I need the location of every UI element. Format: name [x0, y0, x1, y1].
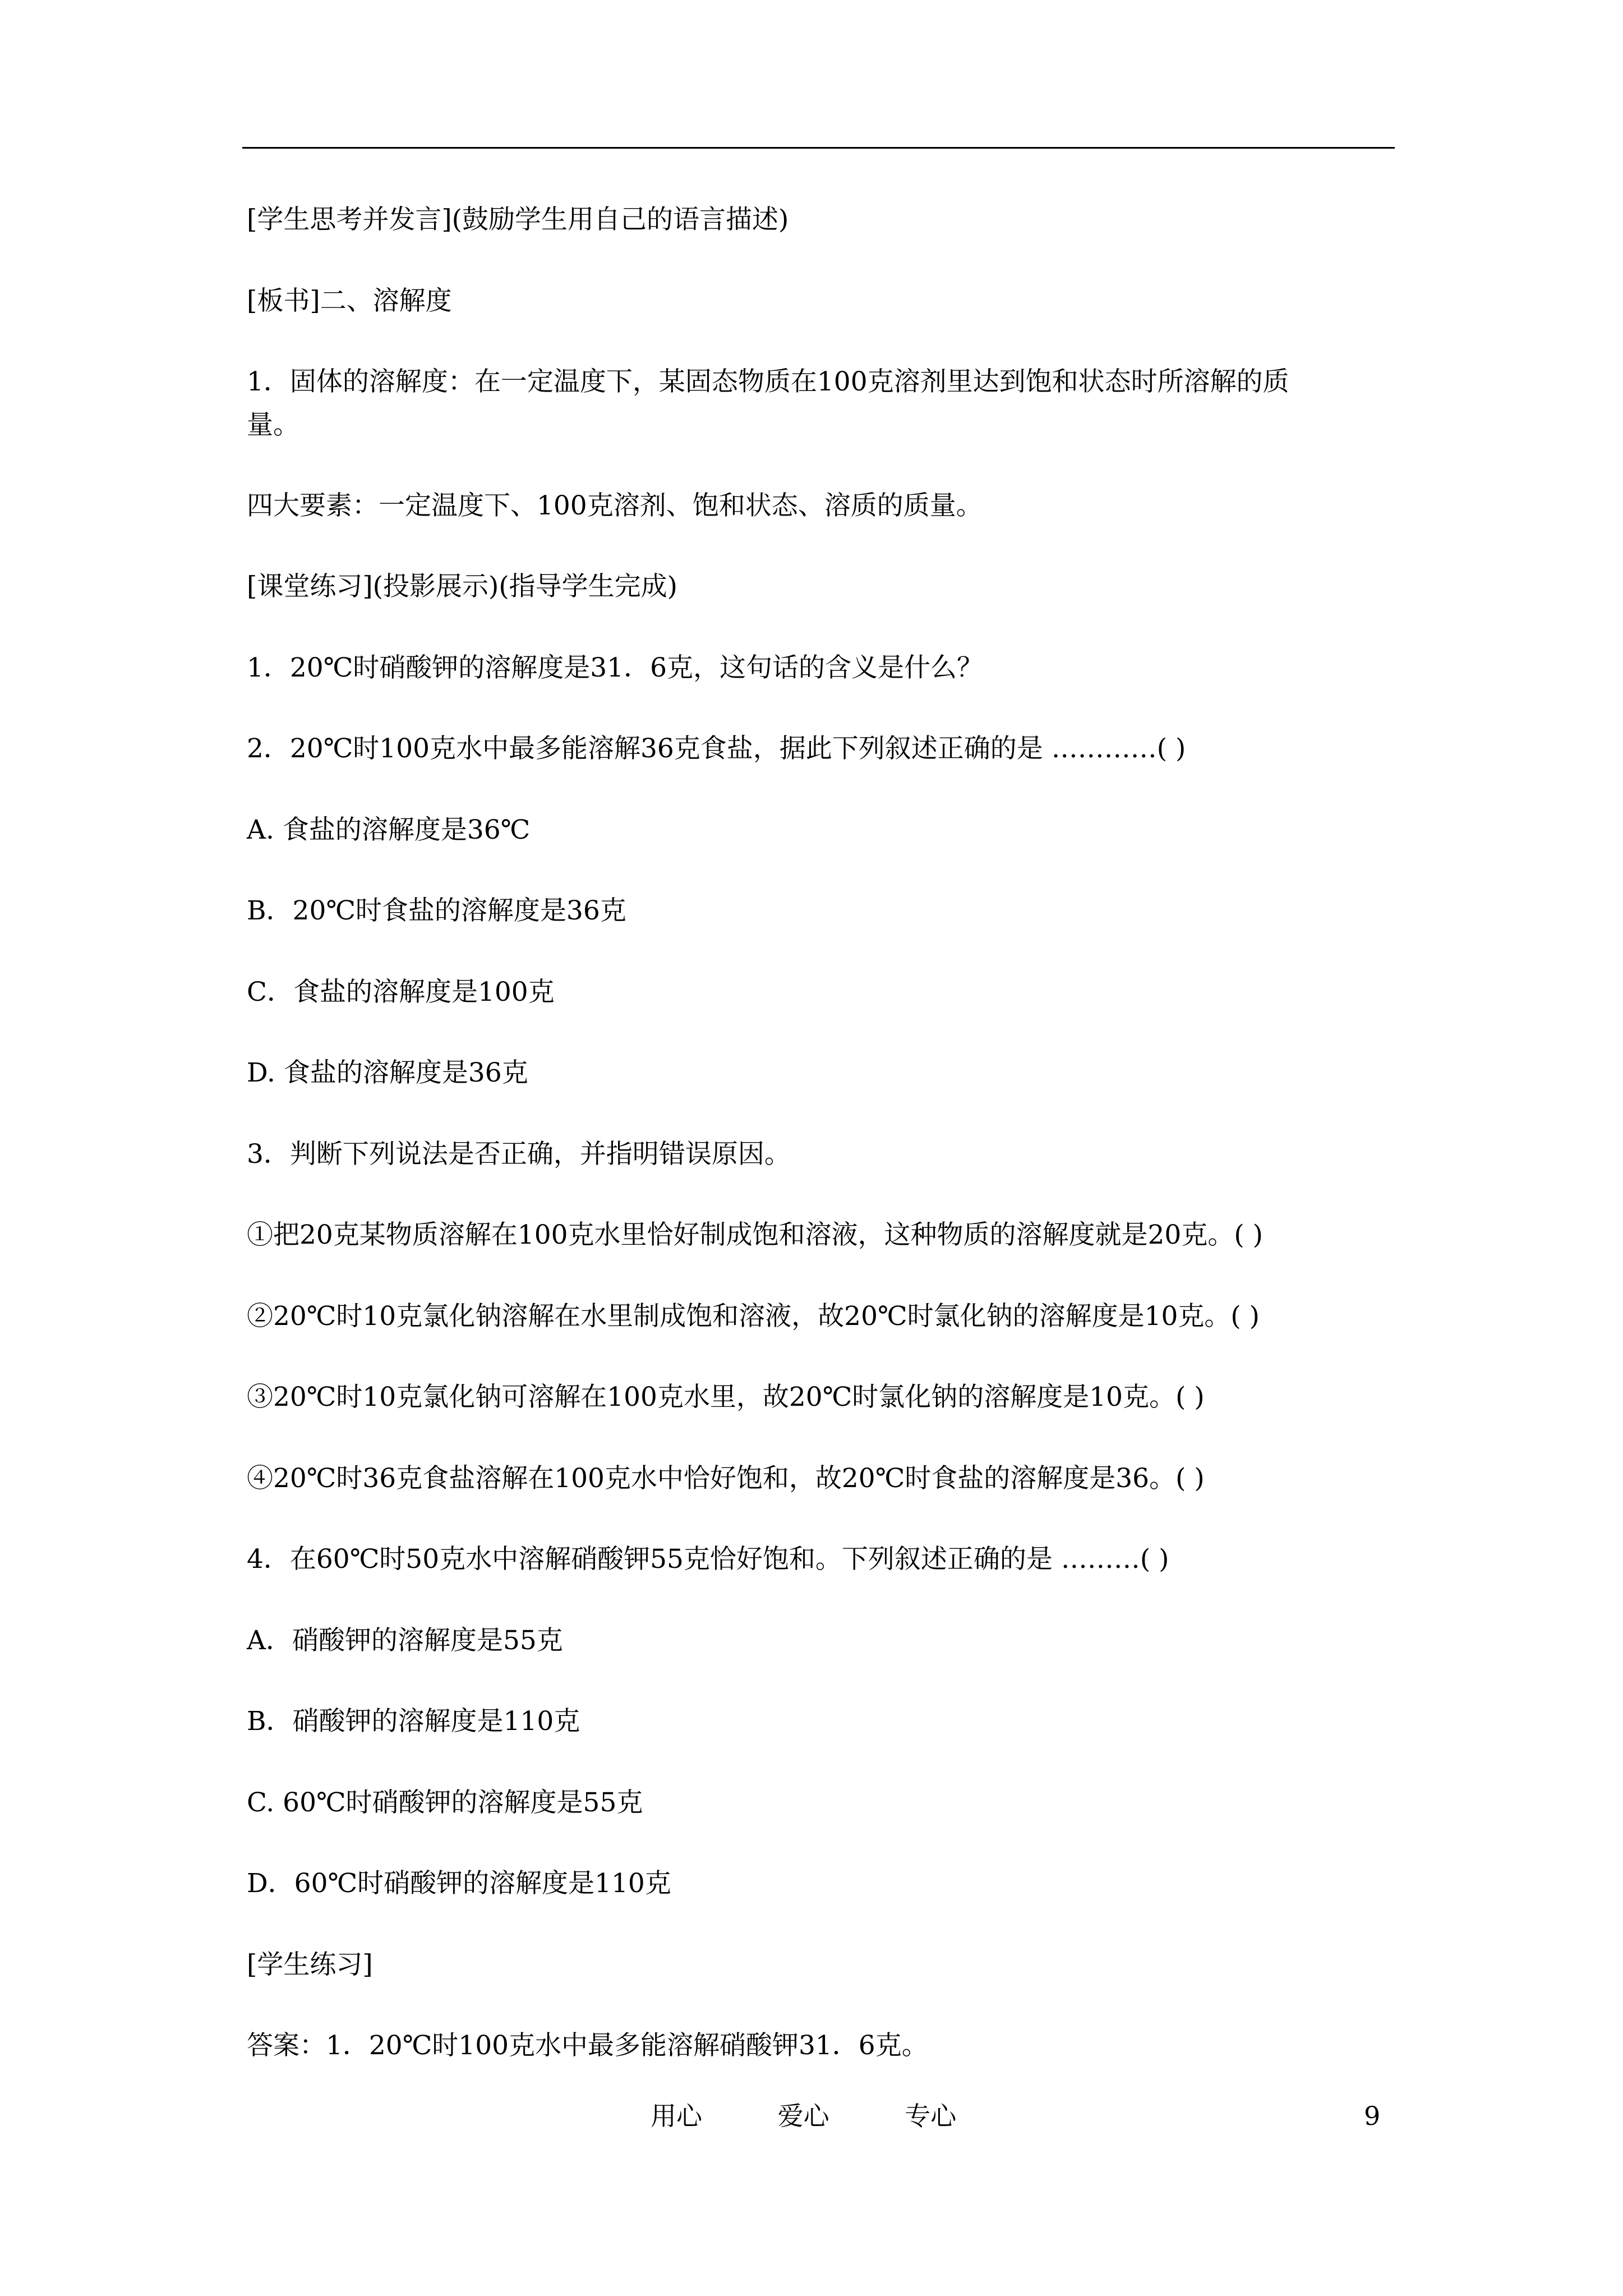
question-3-statement-4: ④20℃时36克食盐溶解在100克水中恰好饱和，故20℃时食盐的溶解度是36。( ): [247, 1463, 1205, 1494]
question-4-option-c: C. 60℃时硝酸钾的溶解度是55克: [247, 1787, 643, 1818]
student-discussion-line: [学生思考并发言](鼓励学生用自己的语言描述): [247, 204, 789, 235]
page-number: 9: [1364, 2101, 1381, 2131]
question-2-option-b: B．20℃时食盐的溶解度是36克: [247, 895, 626, 926]
question-1: 1．20℃时硝酸钾的溶解度是31．6克，这句话的含义是什么？: [247, 652, 983, 683]
question-4-option-a: A．硝酸钾的溶解度是55克: [247, 1625, 563, 1656]
footer-slogan-word: 专心: [905, 2101, 957, 2131]
solid-solubility-definition: 1．固体的溶解度：在一定温度下，某固态物质在100克溶剂里达到饱和状态时所溶解的质: [247, 366, 1289, 397]
question-2: 2．20℃时100克水中最多能溶解36克食盐，据此下列叙述正确的是 …………( ): [247, 733, 1186, 764]
footer-slogan-word: 用心: [651, 2101, 702, 2131]
answer-line: 答案：1．20℃时100克水中最多能溶解硝酸钾31．6克。: [247, 2030, 928, 2061]
question-3-statement-1: ①把20克某物质溶解在100克水里恰好制成饱和溶液，这种物质的溶解度就是20克。( ): [247, 1220, 1263, 1250]
question-2-option-c: C．食盐的溶解度是100克: [247, 977, 555, 1007]
solid-solubility-definition-cont: 量。: [247, 409, 299, 440]
footer-slogan: [651, 2099, 956, 2133]
header-rule: [242, 147, 1395, 149]
question-4: 4．在60℃时50克水中溶解硝酸钾55克恰好饱和。下列叙述正确的是 ………( ): [247, 1544, 1169, 1575]
student-practice-heading: [学生练习]: [247, 1949, 373, 1980]
question-4-option-d: D．60℃时硝酸钾的溶解度是110克: [247, 1868, 671, 1899]
question-2-option-d: D. 食盐的溶解度是36克: [247, 1057, 528, 1088]
class-exercise-heading: [课堂练习](投影展示)(指导学生完成): [247, 571, 678, 602]
question-2-option-a: A. 食盐的溶解度是36℃: [247, 815, 531, 845]
question-4-option-b: B．硝酸钾的溶解度是110克: [247, 1706, 580, 1737]
four-elements-line: 四大要素：一定温度下、100克溶剂、饱和状态、溶质的质量。: [247, 490, 983, 521]
footer-slogan-word: 爱心: [777, 2101, 829, 2131]
question-3-statement-3: ③20℃时10克氯化钠可溶解在100克水里，故20℃时氯化钠的溶解度是10克。( ): [247, 1382, 1205, 1412]
question-3: 3．判断下列说法是否正确，并指明错误原因。: [247, 1139, 791, 1170]
question-3-statement-2: ②20℃时10克氯化钠溶解在水里制成饱和溶液，故20℃时氯化钠的溶解度是10克。( ): [247, 1301, 1260, 1332]
board-heading-solubility: [板书]二、溶解度: [247, 286, 452, 316]
